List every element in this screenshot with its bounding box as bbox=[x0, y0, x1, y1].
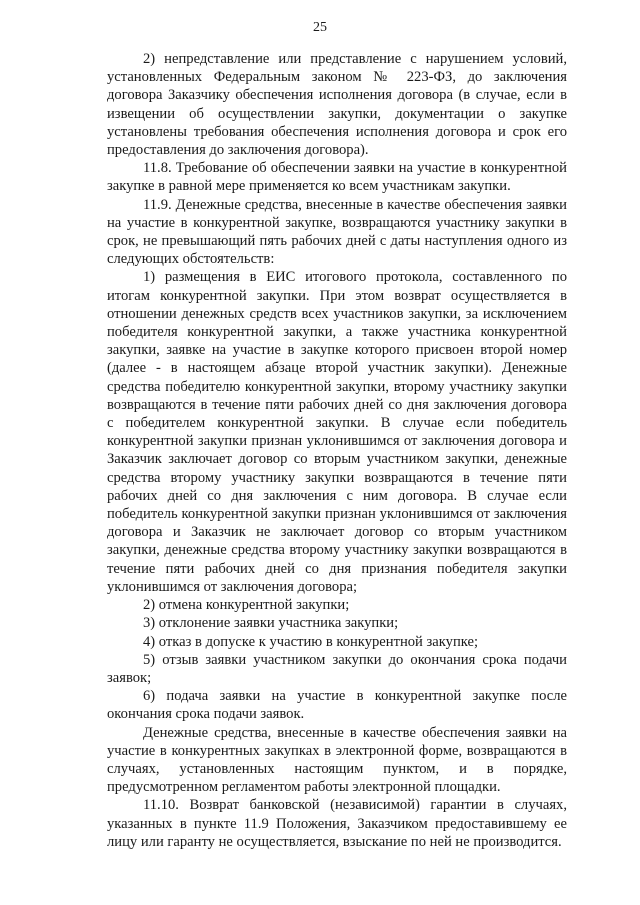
paragraph-11-9: 11.9. Денежные средства, внесенные в качестве обеспечения заявки на участие в конкурентной закупке, возвращаются участнику закупки в срок, не превышающий пять рабочих дней с даты наступления одного из следующих обстоятельств: bbox=[107, 196, 567, 268]
paragraph-item-2-non-provision: 2) непредставление или представление с нарушением условий, установленных Федеральным законом № 223-ФЗ, до заключения договора Заказчику обеспечения исполнения договора (в случае, если в извещении об осуществлении закупки, документации о закупке установлены требования обеспечения исполнения договора и срок его предоставления до заключения договора). bbox=[107, 51, 567, 159]
paragraph-11-9-item-5: 5) отзыв заявки участником закупки до окончания срока подачи заявок; bbox=[107, 651, 567, 686]
paragraph-11-9-item-2: 2) отмена конкурентной закупки; bbox=[143, 597, 350, 614]
page-number: 25 bbox=[313, 20, 327, 35]
paragraph-11-9-item-4: 4) отказ в допуске к участию в конкурентной закупке; bbox=[143, 633, 479, 650]
paragraph-electronic-form-return: Денежные средства, внесенные в качестве обеспечения заявки на участие в конкурентных закупках в электронной форме, возвращаются в случаях, установленных настоящим пунктом, и в порядке, предусмотренном регламентом работы электронной площадки. bbox=[107, 724, 567, 796]
paragraph-11-9-item-1: 1) размещения в ЕИС итогового протокола, составленного по итогам конкурентной закупки. При этом возврат осуществляется в отношении денежных средств всех участников закупки, за исключением победителя конкурентной закупки, а также участника конкурентной закупки, заявке на участие в закупке которого присвоен второй номер (далее - в настоящем абзаце второй участник закупки). Денежные средства победителю конкурентной закупки, второму участнику закупки возвращаются в течение пяти рабочих дней со дня заключения договора с победителем конкурентной закупки. В случае если победитель конкурентной закупки признан уклонившимся от заключения договора и Заказчик заключает договор со вторым участником закупки, денежные средства второму участнику закупки возвращаются в течение пяти рабочих дней со дня заключения с ним договора. В случае если победитель конкурентной закупки признан уклонившимся от заключения договора и Заказчик не заключает договор со вторым участником закупки, денежные средства второму участнику закупки возвращаются в течение пяти рабочих дней со дня признания победителя закупки уклонившимся от заключения договора; bbox=[107, 269, 567, 595]
paragraph-11-9-item-3: 3) отклонение заявки участника закупки; bbox=[143, 615, 399, 632]
paragraph-11-8: 11.8. Требование об обеспечении заявки на участие в конкурентной закупке в равной мере применяется ко всем участникам закупки. bbox=[107, 160, 567, 195]
paragraph-11-9-item-6: 6) подача заявки на участие в конкурентной закупке после окончания срока подачи заявок. bbox=[107, 688, 567, 723]
document-body bbox=[107, 50, 567, 851]
paragraph-11-10: 11.10. Возврат банковской (независимой) гарантии в случаях, указанных в пункте 11.9 Положения, Заказчиком предоставившему ее лицу или гаранту не осуществляется, взыскание по ней не производится. bbox=[107, 797, 567, 850]
